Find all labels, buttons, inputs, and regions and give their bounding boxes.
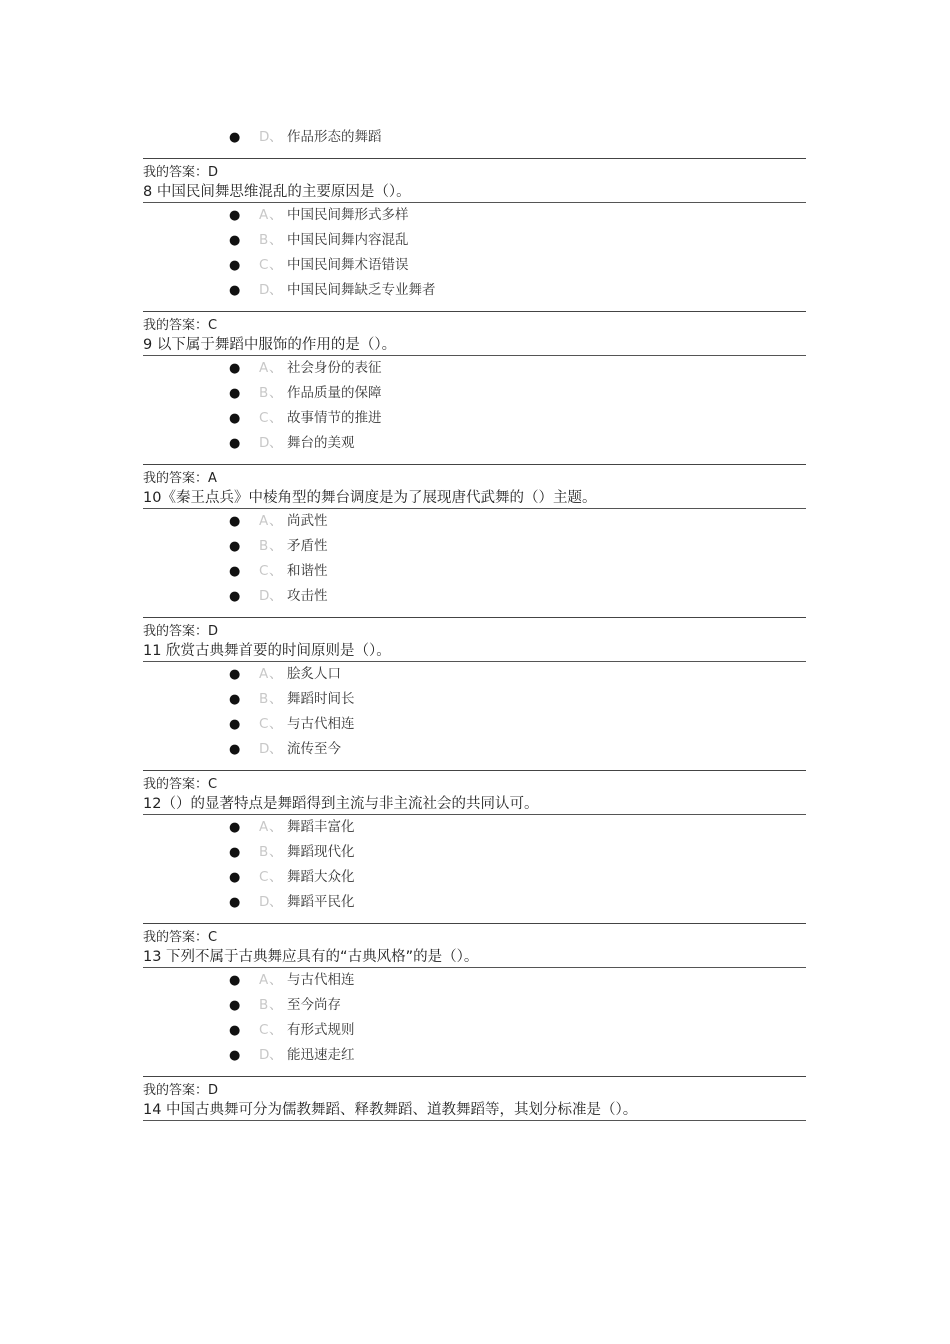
option-b [143,840,808,865]
option-a [143,203,808,228]
answer-divider [143,464,806,465]
option-separator: 、 [269,691,283,707]
question-text: 8 中国民间舞思维混乱的主要原因是（）。 [143,184,411,200]
option-c [143,406,808,431]
answer-divider [143,158,806,159]
option-text: 中国民间舞缺乏专业舞者 [287,282,436,298]
bullet-icon: ● [229,233,241,248]
spacer [143,1068,808,1076]
option-separator: 、 [269,207,283,223]
option-separator: 、 [269,666,283,682]
option-separator: 、 [269,282,283,298]
option-separator: 、 [269,869,283,885]
option-letter: D [259,282,270,298]
option-text: 作品质量的保障 [287,385,382,401]
option-letter: B [259,538,269,554]
option-text: 中国民间舞内容混乱 [287,232,409,248]
option-letter: C [259,869,269,885]
my-answer: 我的答案：A [143,471,217,486]
question-text: 14 中国古典舞可分为儒教舞蹈、释教舞蹈、道教舞蹈等，其划分标准是（）。 [143,1102,638,1118]
bullet-icon: ● [229,1023,241,1038]
option-text: 舞蹈大众化 [287,869,355,885]
option-list [143,509,808,609]
option-letter: A [259,666,269,682]
question-text: 9 以下属于舞蹈中服饰的作用的是（）。 [143,337,397,353]
option-letter: B [259,997,269,1013]
option-separator: 、 [269,997,283,1013]
option-letter: C [259,1022,269,1038]
option-separator: 、 [269,819,283,835]
spacer [143,762,808,770]
option-text: 能迅速走红 [287,1047,355,1063]
bullet-icon: ● [229,130,241,145]
spacer [143,150,808,158]
option-separator: 、 [269,435,283,451]
bullet-icon: ● [229,283,241,298]
bullet-icon: ● [229,717,241,732]
option-letter: A [259,819,269,835]
bullet-icon: ● [229,998,241,1013]
top-margin [143,0,808,125]
answer-divider [143,923,806,924]
option-letter: B [259,232,269,248]
option-text: 故事情节的推进 [287,410,382,426]
option-letter: D [259,741,270,757]
option-text: 有形式规则 [287,1022,355,1038]
option-separator: 、 [269,716,283,732]
option-separator: 、 [269,360,283,376]
option-separator: 、 [269,1022,283,1038]
option-text: 社会身份的表征 [287,360,382,376]
option-letter: D [259,435,270,451]
bullet-icon: ● [229,436,241,451]
option-list [143,968,808,1068]
option-separator: 、 [269,588,283,604]
question-text: 11 欣赏古典舞首要的时间原则是（）。 [143,643,391,659]
option-b [143,687,808,712]
option-a [143,968,808,993]
option-text: 与古代相连 [287,972,355,988]
option-separator: 、 [269,563,283,579]
option-a [143,815,808,840]
bullet-icon: ● [229,820,241,835]
bullet-icon: ● [229,870,241,885]
option-text: 矛盾性 [287,538,328,554]
option-d [143,125,808,150]
my-answer: 我的答案：C [143,318,218,333]
option-text: 舞台的美观 [287,435,355,451]
option-d [143,584,808,609]
option-letter: D [259,894,270,910]
option-text: 流传至今 [287,741,341,757]
option-letter: A [259,513,269,529]
answer-divider [143,617,806,618]
option-separator: 、 [269,844,283,860]
bullet-icon: ● [229,539,241,554]
option-c [143,712,808,737]
spacer [143,303,808,311]
option-list [143,662,808,762]
question-text: 12（）的显著特点是舞蹈得到主流与非主流社会的共同认可。 [143,796,539,812]
question-text: 13 下列不属于古典舞应具有的“古典风格”的是（）。 [143,949,479,965]
bullet-icon: ● [229,514,241,529]
my-answer: 我的答案：D [143,624,219,639]
answer-divider [143,770,806,771]
option-text: 舞蹈现代化 [287,844,355,860]
question-text: 10《秦王点兵》中棱角型的舞台调度是为了展现唐代武舞的（）主题。 [143,490,597,506]
bullet-icon: ● [229,667,241,682]
option-separator: 、 [269,257,283,273]
option-letter: A [259,360,269,376]
option-separator: 、 [269,1047,283,1063]
option-separator: 、 [269,232,283,248]
option-separator: 、 [269,410,283,426]
option-b [143,381,808,406]
option-text: 攻击性 [287,588,328,604]
option-d [143,890,808,915]
bullet-icon: ● [229,361,241,376]
option-separator: 、 [269,129,283,145]
option-c [143,559,808,584]
option-list [143,356,808,456]
option-text: 与古代相连 [287,716,355,732]
option-b [143,534,808,559]
option-separator: 、 [269,741,283,757]
option-separator: 、 [269,513,283,529]
option-text: 舞蹈时间长 [287,691,355,707]
option-c [143,1018,808,1043]
bullet-icon: ● [229,208,241,223]
bullet-icon: ● [229,692,241,707]
option-text: 舞蹈平民化 [287,894,355,910]
option-list-prev [143,125,808,150]
spacer [143,456,808,464]
option-text: 和谐性 [287,563,328,579]
option-letter: B [259,844,269,860]
option-list [143,815,808,915]
option-b [143,228,808,253]
option-letter: C [259,410,269,426]
answer-divider [143,311,806,312]
option-text: 尚武性 [287,513,328,529]
option-list [143,203,808,303]
option-letter: C [259,716,269,732]
bullet-icon: ● [229,845,241,860]
bullet-icon: ● [229,386,241,401]
my-answer: 我的答案：D [143,1083,219,1098]
option-a [143,509,808,534]
option-text: 舞蹈丰富化 [287,819,355,835]
option-d [143,278,808,303]
option-a [143,356,808,381]
option-text: 脍炙人口 [287,666,341,682]
question-underline [143,1120,806,1121]
my-answer: 我的答案：C [143,930,218,945]
option-text: 中国民间舞形式多样 [287,207,409,223]
option-letter: D [259,1047,270,1063]
option-separator: 、 [269,972,283,988]
option-letter: B [259,691,269,707]
bullet-icon: ● [229,895,241,910]
option-letter: B [259,385,269,401]
option-letter: C [259,257,269,273]
option-c [143,253,808,278]
option-a [143,662,808,687]
my-answer: 我的答案：D [143,165,219,180]
option-d [143,1043,808,1068]
option-separator: 、 [269,894,283,910]
bullet-icon: ● [229,411,241,426]
my-answer: 我的答案：C [143,777,218,792]
option-text: 至今尚存 [287,997,341,1013]
document-page [143,0,808,1121]
option-text: 作品形态的舞蹈 [287,129,382,145]
bullet-icon: ● [229,973,241,988]
option-letter: D [259,588,270,604]
bullet-icon: ● [229,258,241,273]
bullet-icon: ● [229,742,241,757]
option-d [143,737,808,762]
option-separator: 、 [269,385,283,401]
answer-divider [143,1076,806,1077]
option-separator: 、 [269,538,283,554]
option-text: 中国民间舞术语错误 [287,257,409,273]
option-letter: C [259,563,269,579]
bullet-icon: ● [229,1048,241,1063]
option-letter: A [259,972,269,988]
bullet-icon: ● [229,564,241,579]
bullet-icon: ● [229,589,241,604]
option-d [143,431,808,456]
spacer [143,609,808,617]
spacer [143,915,808,923]
option-c [143,865,808,890]
option-letter: D [259,129,270,145]
option-letter: A [259,207,269,223]
option-b [143,993,808,1018]
